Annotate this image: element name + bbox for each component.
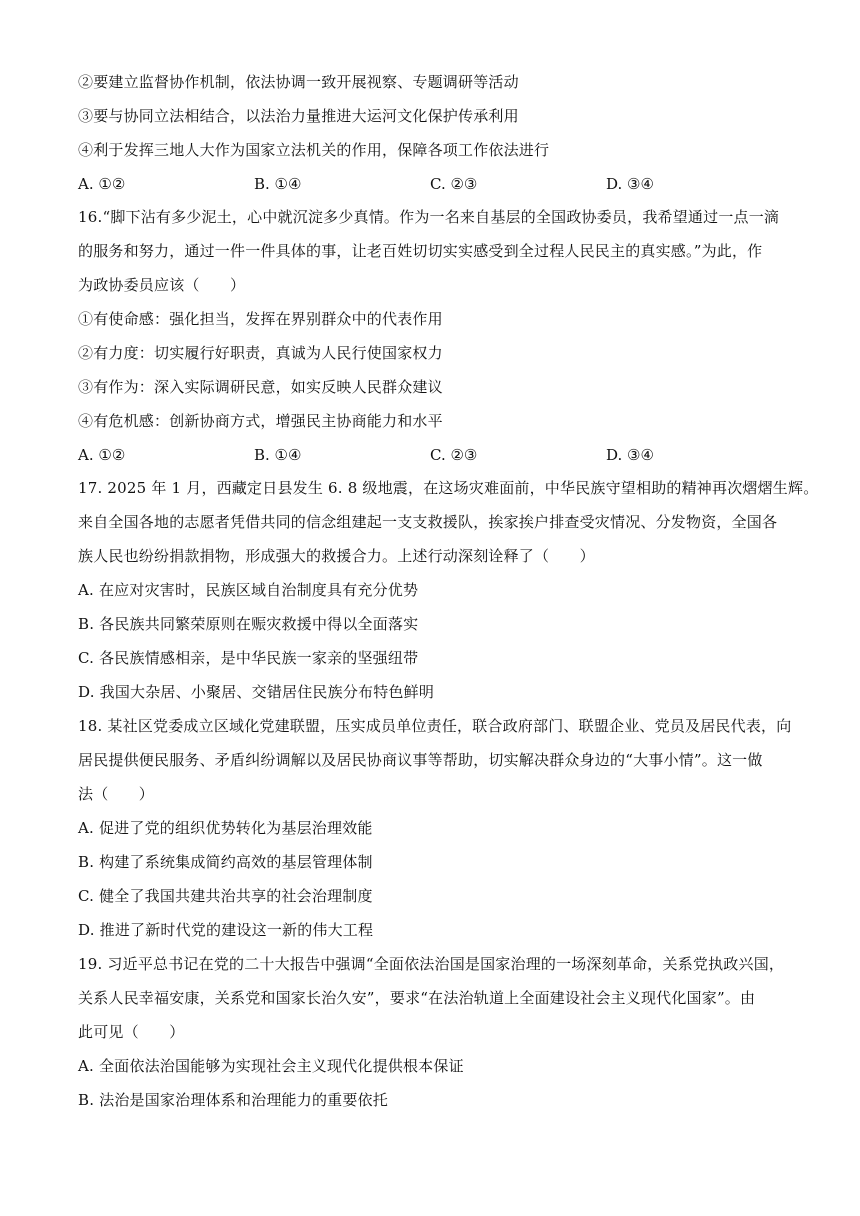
q16-item-4: ④有危机感：创新协商方式，增强民主协商能力和水平	[78, 412, 443, 430]
q17-stem-line-2: 来自全国各地的志愿者凭借共同的信念组建起一支支救援队，挨家挨户排查受灾情况、分发物资，全国各	[78, 513, 778, 531]
q16-item-1: ①有使命感：强化担当，发挥在界别群众中的代表作用	[78, 310, 443, 328]
q17-choice-a[interactable]: A. 在应对灾害时，民族区域自治制度具有充分优势	[78, 581, 419, 599]
q17-choice-b[interactable]: B. 各民族共同繁荣原则在赈灾救援中得以全面落实	[78, 615, 419, 633]
q16-option-d[interactable]: D. ③④	[606, 446, 654, 464]
q18-choice-b[interactable]: B. 构建了系统集成简约高效的基层管理体制	[78, 853, 373, 871]
q17-choice-c[interactable]: C. 各民族情感相亲，是中华民族一家亲的坚强纽带	[78, 649, 419, 667]
q17-stem-line-1: 17. 2025 年 1 月，西藏定日县发生 6. 8 级地震，在这场灾难面前，中华民族守望相助的精神再次熠熠生辉。	[78, 479, 819, 497]
q15-option-d[interactable]: D. ③④	[606, 175, 654, 193]
q16-stem-line-2: 的服务和努力，通过一件一件具体的事，让老百姓切切实实感受到全过程人民民主的真实感。”为此，作	[78, 242, 763, 260]
q16-option-a[interactable]: A. ①②	[78, 446, 126, 464]
q15-option-a[interactable]: A. ①②	[78, 175, 126, 193]
q15-item-3: ③要与协同立法相结合，以法治力量推进大运河文化保护传承利用	[78, 107, 519, 125]
q18-stem-line-1: 18. 某社区党委成立区域化党建联盟，压实成员单位责任，联合政府部门、联盟企业、党员及居民代表，向	[78, 717, 792, 735]
q16-stem-line-1: 16.“脚下沾有多少泥土，心中就沉淀多少真情。作为一名来自基层的全国政协委员，我希望通过一点一滴	[78, 208, 780, 226]
q19-stem-line-3: 此可见（ ）	[78, 1023, 185, 1041]
q16-option-c[interactable]: C. ②③	[430, 446, 478, 464]
q15-item-4: ④利于发挥三地人大作为国家立法机关的作用，保障各项工作依法进行	[78, 141, 550, 159]
q19-choice-b[interactable]: B. 法治是国家治理体系和治理能力的重要依托	[78, 1091, 388, 1109]
q18-choice-c[interactable]: C. 健全了我国共建共治共享的社会治理制度	[78, 887, 373, 905]
q17-stem-line-3: 族人民也纷纷捐款捐物，形成强大的救援合力。上述行动深刻诠释了（ ）	[78, 547, 595, 565]
q15-options	[78, 174, 784, 194]
q15-item-2: ②要建立监督协作机制，依法协调一致开展视察、专题调研等活动	[78, 73, 519, 91]
q15-option-c[interactable]: C. ②③	[430, 175, 478, 193]
q19-stem-line-2: 关系人民幸福安康，关系党和国家长治久安”，要求“在法治轨道上全面建设社会主义现代化国家”。由	[78, 989, 756, 1007]
q16-item-2: ②有力度：切实履行好职责，真诚为人民行使国家权力	[78, 344, 443, 362]
q16-item-3: ③有作为：深入实际调研民意，如实反映人民群众建议	[78, 378, 443, 396]
q18-stem-line-3: 法（ ）	[78, 785, 155, 803]
q15-option-b[interactable]: B. ①④	[254, 175, 302, 193]
q16-option-b[interactable]: B. ①④	[254, 446, 302, 464]
q16-options	[78, 445, 784, 465]
q19-choice-a[interactable]: A. 全面依法治国能够为实现社会主义现代化提供根本保证	[78, 1057, 464, 1075]
q18-choice-d[interactable]: D. 推进了新时代党的建设这一新的伟大工程	[78, 921, 374, 939]
q17-choice-d[interactable]: D. 我国大杂居、小聚居、交错居住民族分布特色鲜明	[78, 683, 435, 701]
q16-stem-line-3: 为政协委员应该（ ）	[78, 276, 246, 294]
q18-choice-a[interactable]: A. 促进了党的组织优势转化为基层治理效能	[78, 819, 373, 837]
q18-stem-line-2: 居民提供便民服务、矛盾纠纷调解以及居民协商议事等帮助，切实解决群众身边的“大事小情”。这一做	[78, 751, 763, 769]
q19-stem-line-1: 19. 习近平总书记在党的二十大报告中强调“全面依法治国是国家治理的一场深刻革命，关系党执政兴国，	[78, 955, 785, 973]
